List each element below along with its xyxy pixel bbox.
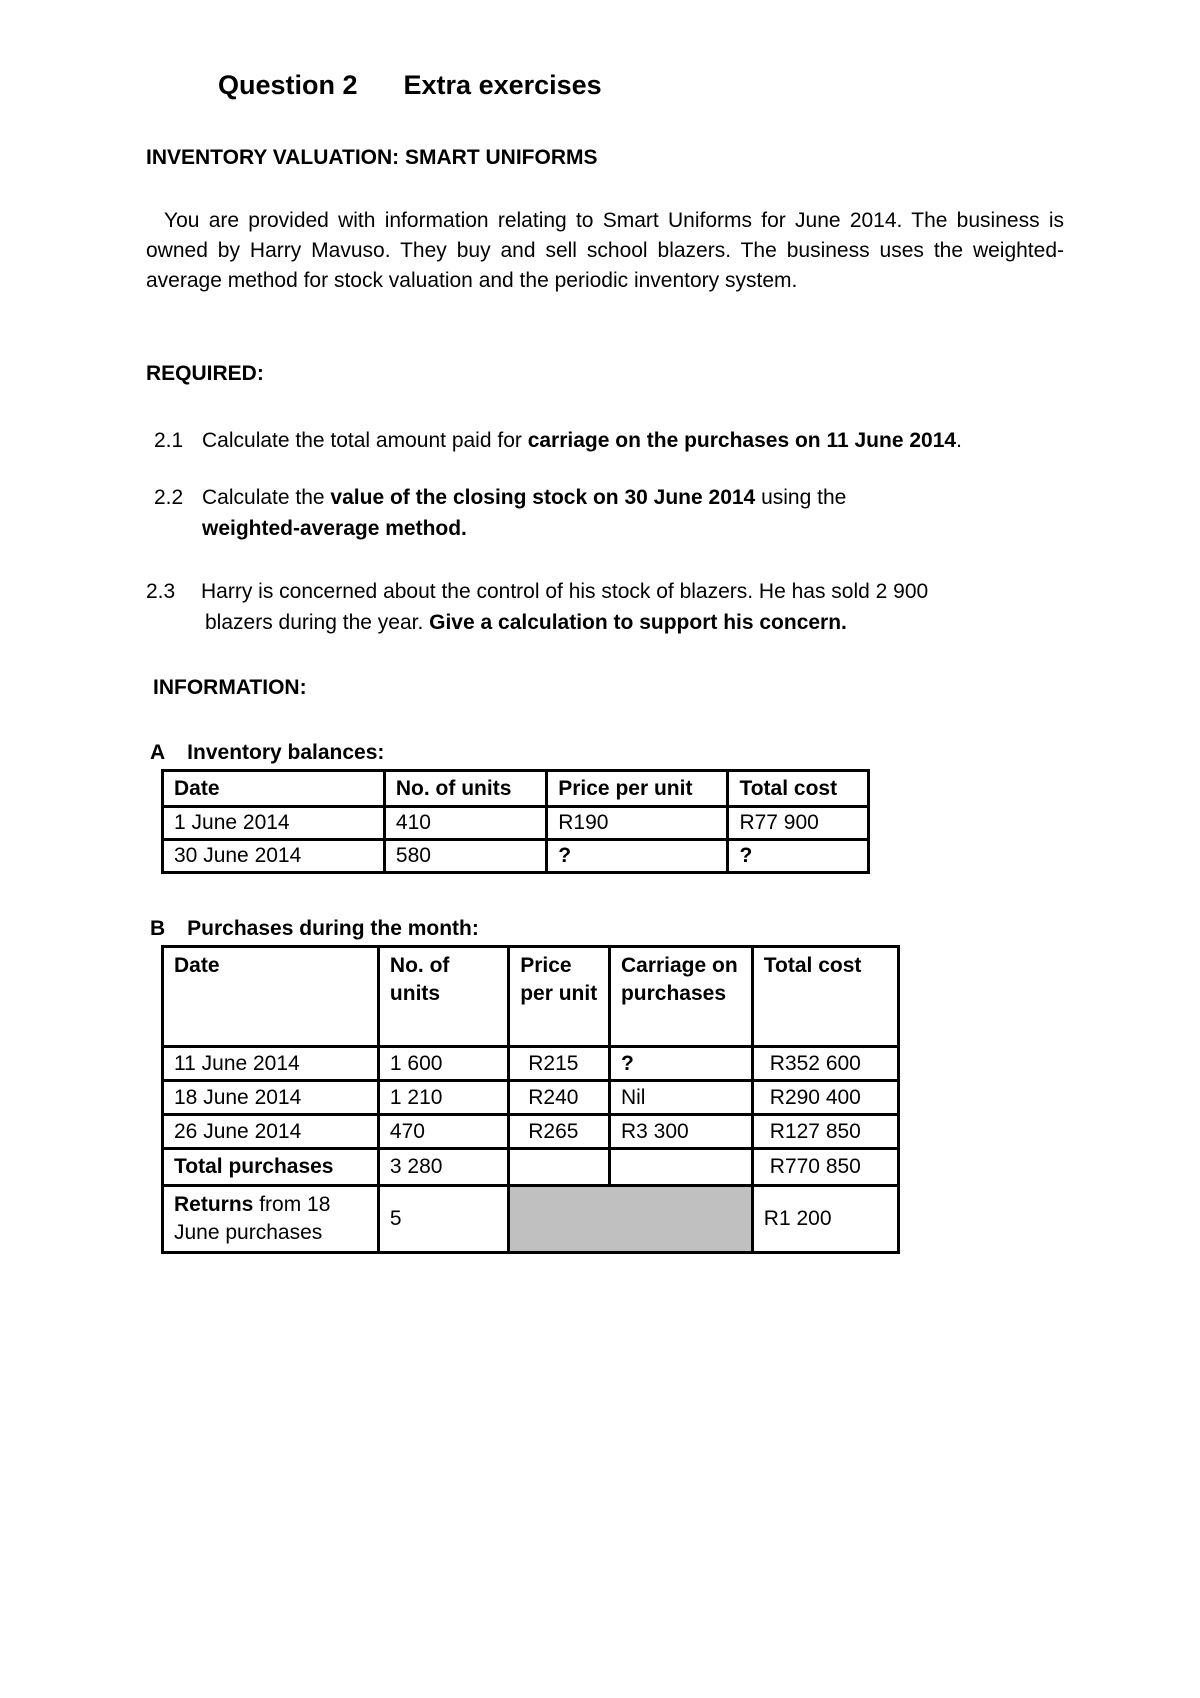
item-number: 2.2 [154,486,184,509]
table-row [163,1047,899,1081]
section-b-title: Purchases during the month: [187,917,479,940]
column-header: No. of units [378,947,508,1047]
column-header: Total cost [752,947,898,1047]
table-cell: 1 210 [378,1081,508,1115]
section-a-label: A [150,741,166,764]
table-cell [609,1149,752,1186]
question-number: Question 2 [218,70,358,100]
shaded-cell [509,1186,753,1253]
page-title [218,70,602,101]
total-purchases-row [163,1149,899,1186]
table-row [163,807,869,840]
table-cell: Nil [609,1081,752,1115]
table-header-row [163,771,869,807]
table-cell [509,1149,610,1186]
table-cell: 410 [384,807,546,840]
table-cell: R215 [509,1047,610,1081]
table-row [163,1081,899,1115]
inventory-balances-table [161,769,870,874]
table-cell: R770 850 [752,1149,898,1186]
table-cell: 3 280 [378,1149,508,1186]
table-cell: 5 [378,1186,508,1253]
table-cell: R1 200 [752,1186,898,1253]
column-header: Date [163,947,379,1047]
column-header: Price per unit [547,771,728,807]
table-cell: 11 June 2014 [163,1047,379,1081]
information-heading: INFORMATION: [153,676,307,699]
table-cell: 1 600 [378,1047,508,1081]
table-cell: R290 400 [752,1081,898,1115]
section-a-title: Inventory balances: [187,741,385,764]
table-cell: 18 June 2014 [163,1081,379,1115]
table-row [163,840,869,873]
section-a-heading [150,741,384,765]
returns-row [163,1186,899,1253]
table-header-row [163,947,899,1047]
purchases-table [161,945,900,1254]
required-item-2-1: 2.1 Calculate the total amount paid for carriage on the purchases on 11 June 2014. [154,425,962,456]
table-row [163,1115,899,1149]
table-cell: 30 June 2014 [163,840,385,873]
required-item-2-2: 2.2 Calculate the value of the closing stock on 30 June 2014 using the weighted-average method. [154,482,846,544]
section-heading: INVENTORY VALUATION: SMART UNIFORMS [146,146,598,169]
table-cell: R352 600 [752,1047,898,1081]
column-header: Carriage on purchases [609,947,752,1047]
section-b-heading [150,917,479,941]
table-cell: Returns from 18 June purchases [163,1186,379,1253]
table-cell: R3 300 [609,1115,752,1149]
table-cell: 26 June 2014 [163,1115,379,1149]
item-number: 2.1 [154,429,184,452]
table-cell: ? [547,840,728,873]
required-heading: REQUIRED: [146,362,264,385]
table-cell: ? [609,1047,752,1081]
table-cell: 580 [384,840,546,873]
column-header: Date [163,771,385,807]
column-header: Price per unit [509,947,610,1047]
section-b-label: B [150,917,166,940]
table-cell: R265 [509,1115,610,1149]
table-cell: 1 June 2014 [163,807,385,840]
required-item-2-3: 2.3 Harry is concerned about the control of his stock of blazers. He has sold 2 900 blazers during the year. Give a calculation to support his concern. [146,576,928,638]
item-number: 2.3 [146,580,176,603]
column-header: No. of units [384,771,546,807]
column-header: Total cost [728,771,869,807]
question-subtitle: Extra exercises [403,70,602,100]
table-cell: ? [728,840,869,873]
table-cell: 470 [378,1115,508,1149]
table-cell: R77 900 [728,807,869,840]
table-cell: R240 [509,1081,610,1115]
table-cell: R190 [547,807,728,840]
table-cell: Total purchases [163,1149,379,1186]
table-cell: R127 850 [752,1115,898,1149]
intro-paragraph: You are provided with information relating to Smart Uniforms for June 2014. The business is owned by Harry Mavuso. They buy and sell school blazers. The business uses the weighted-average method for stock valuation and the periodic inventory system. [146,209,1064,292]
